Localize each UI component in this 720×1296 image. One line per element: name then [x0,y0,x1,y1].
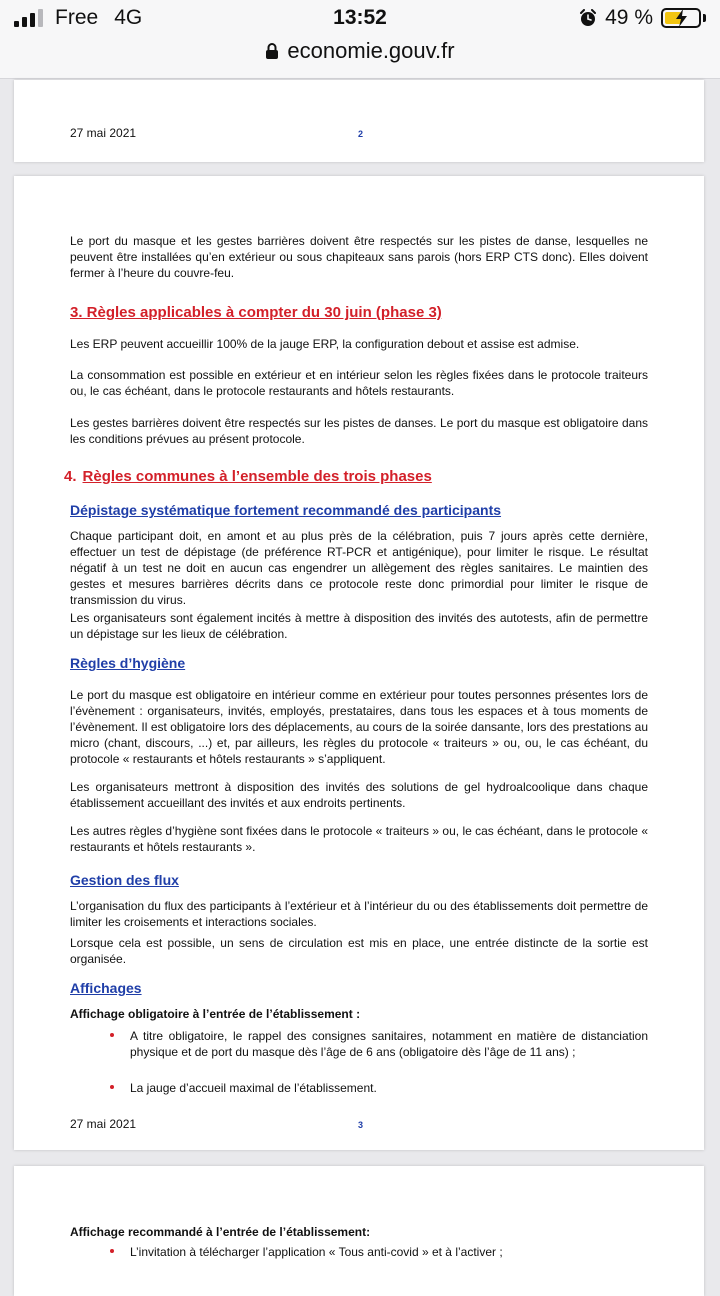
section-3-paragraph: Les gestes barrières doivent être respectés sur les pistes de danses. Le port du masque est obligatoire dans les conditions prévues au présent protocole. [70,416,648,446]
battery-nub [703,14,706,22]
affichage-recommande-bullet [130,1244,648,1260]
affichages-subtitle: Affichage obligatoire à l’entrée de l’établissement : [70,1007,361,1021]
section-4-title [64,468,432,486]
section-4-number: 4. [64,468,77,485]
hygiene-title: Règles d’hygiène [70,655,186,671]
bullet-dot [110,1085,114,1089]
lock-icon [265,42,279,60]
section-3-paragraph: La consommation est possible en extérieur et en intérieur selon les règles fixées dans le protocole traiteurs ou, le cas échéant, dans le protocole restaurants and hôtels restaurants. [70,368,648,398]
bullet-text: La jauge d’accueil maximal de l’établissement. [130,1081,377,1095]
network-type: 4G [114,6,143,29]
battery-percent: 49 % [605,6,653,29]
flux-title: Gestion des flux [70,872,179,888]
pdf-page-4[interactable] [14,1166,704,1296]
flux-paragraph: Lorsque cela est possible, un sens de circulation est mis en place, une entrée distincte de la sortie est organisée. [70,936,648,966]
affichages-bullet [130,1028,648,1060]
alarm-icon [579,9,597,27]
flux-paragraph: L’organisation du flux des participants à l’extérieur et à l’intérieur du ou des établissements doit permettre de limiter les croisements et interactions sociales. [70,899,648,929]
bullet-dot [110,1249,114,1253]
hygiene-paragraph: Le port du masque est obligatoire en intérieur comme en extérieur pour toutes personnes présentes lors de l’évènement : organisateurs, invités, employés, prestataires, dans tous les espaces et à tous moments de l’évènement. Il est obligatoire lors des déplacements, au cours de la soirée dansante, lors des prestations au micro (chant, discours, ...) et, par ailleurs, les règles du protocole « traiteurs » ou, ou, le cas échéant, du protocole « restaurants et hôtels restaurants » s’appliquent. [70,688,648,766]
hygiene-paragraph: Les organisateurs mettront à disposition des invités des solutions de gel hydroalcoolique dans chaque établissement accueillant des invités et aux endroits pertinents. [70,780,648,810]
depistage-paragraph: Chaque participant doit, en amont et au plus près de la célébration, puis 7 jours après cette dernière, effectuer un test de dépistage (de préférence RT-PCR et antigénique), pour limiter le risque. Le résultat négatif à un test ne doit en aucun cas engendrer un allègement des règles sanitaires. Le maintien des gestes et mesures barrières décrits dans ce protocole reste donc primordial pour limiter le risque de transmission du virus. [70,529,648,607]
battery-icon [661,8,701,28]
bullet-dot [110,1033,114,1037]
affichage-recommande-subtitle: Affichage recommandé à l’entrée de l’établissement: [70,1225,371,1239]
section-4-title-text: Règles communes à l’ensemble des trois phases [82,468,432,485]
carrier-name: Free [55,6,99,29]
pdf-page-2[interactable] [14,80,704,162]
footer-date: 27 mai 2021 [70,126,137,140]
affichages-title: Affichages [70,980,142,996]
status-bar [0,0,720,79]
intro-paragraph: Le port du masque et les gestes barrières doivent être respectés sur les pistes de danse, lesquelles ne peuvent être installées qu’en extérieur ou sous chapiteaux sans parois (hors ERP CTS donc). Elles doivent fermer à l’heure du couvre-feu. [70,234,648,280]
affichages-bullet [130,1080,648,1096]
hygiene-paragraph: Les autres règles d’hygiène sont fixées dans le protocole « traiteurs » ou, le cas échéant, dans le protocole « restaurants et hôtels restaurants ». [70,824,648,854]
bullet-text: A titre obligatoire, le rappel des consignes sanitaires, notamment en matière de distanciation physique et de port du masque dès l’âge de 6 ans (obligatoire dès l’âge de 11 ans) ; [130,1029,648,1059]
section-3-paragraph: Les ERP peuvent accueillir 100% de la jauge ERP, la configuration debout et assise est admise. [70,337,580,351]
url-text[interactable]: economie.gouv.fr [287,38,455,63]
pdf-page-3[interactable] [14,176,704,1150]
battery-area [579,6,706,30]
footer-page-number: 3 [358,1120,364,1130]
footer-page-number: 2 [358,129,364,139]
url-bar[interactable] [0,38,720,64]
depistage-title: Dépistage systématique fortement recommandé des participants [70,502,502,518]
footer-date: 27 mai 2021 [70,1117,137,1131]
charging-bolt-icon [673,8,691,28]
clock: 13:52 [333,6,387,29]
depistage-paragraph: Les organisateurs sont également incités à mettre à disposition des invités des autotests, afin de permettre un dépistage sur les lieux de célébration. [70,611,648,641]
bullet-text: L’invitation à télécharger l’application « Tous anti-covid » et à l’activer ; [130,1245,503,1259]
section-3-title: 3. Règles applicables à compter du 30 juin (phase 3) [70,304,442,321]
